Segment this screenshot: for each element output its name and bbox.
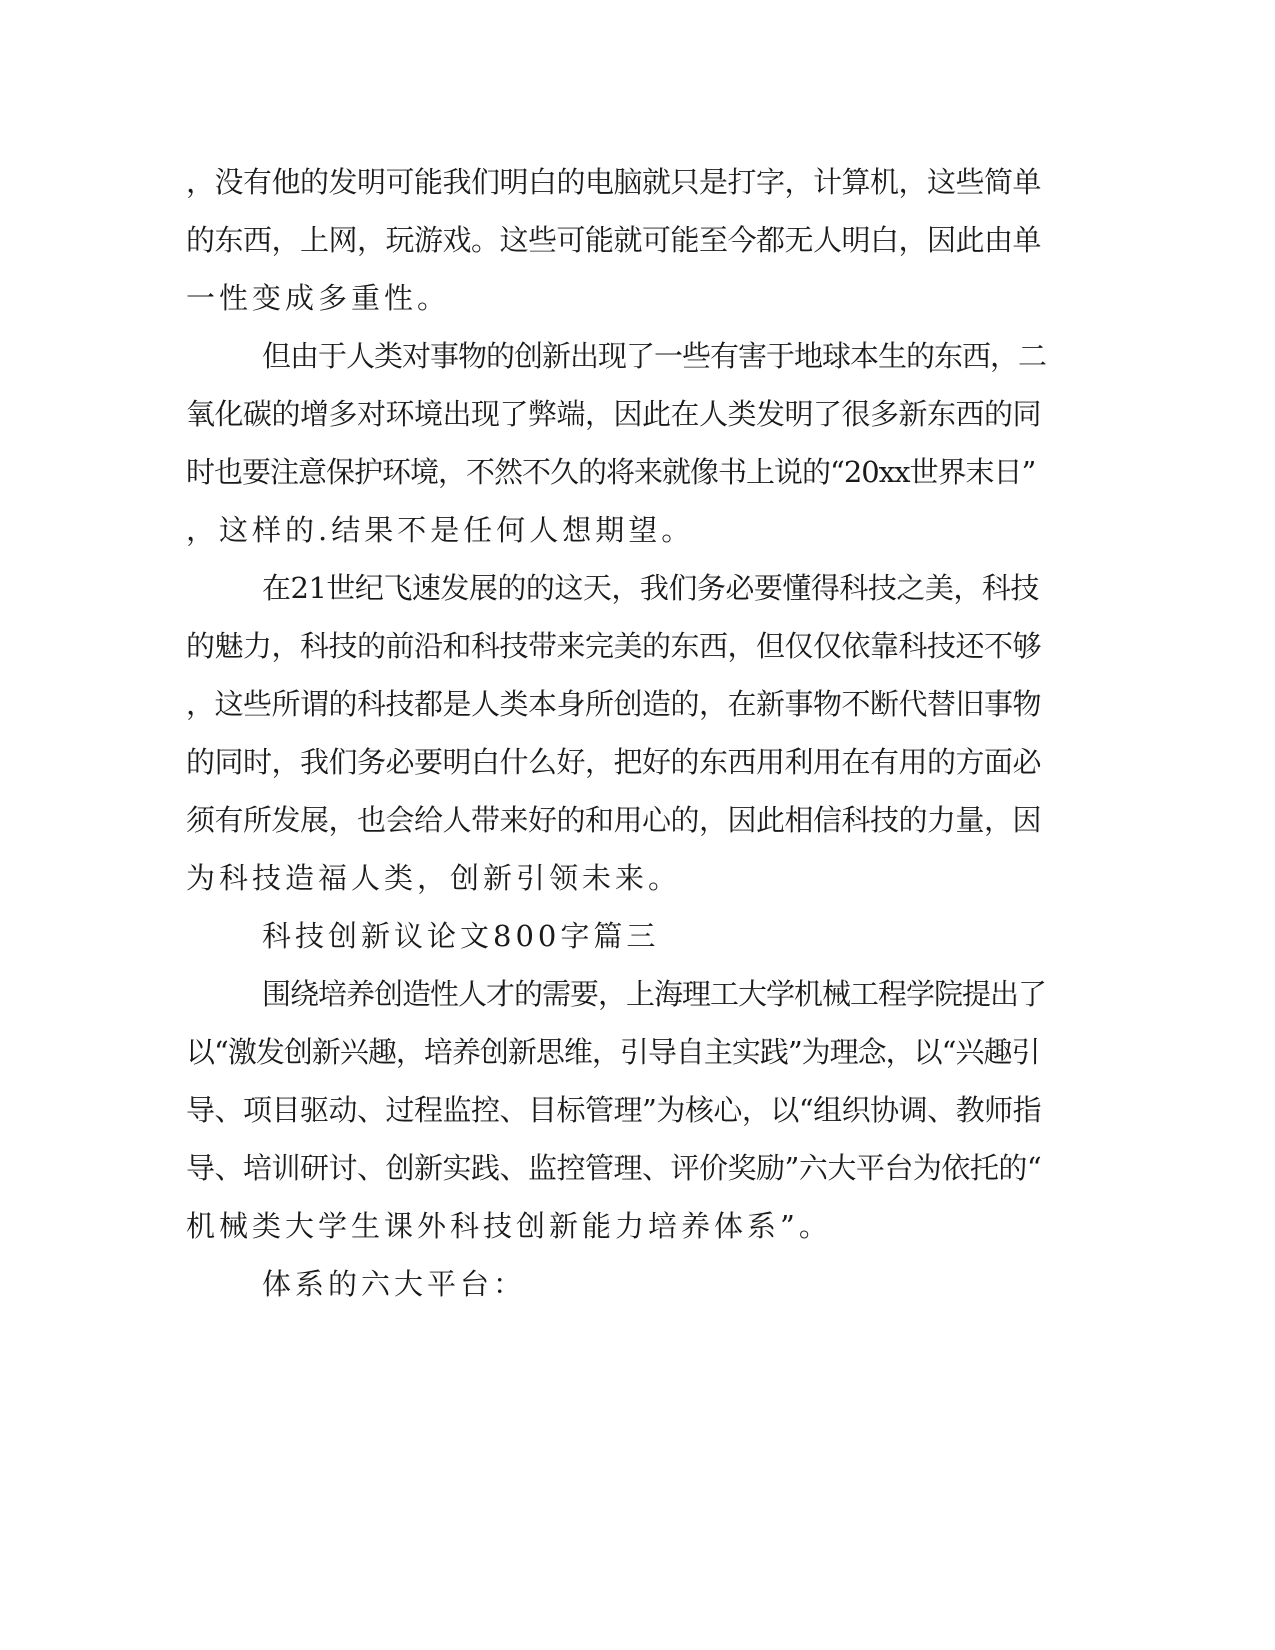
text-line: 围绕培养创造性人才的需要，上海理工大学机械工程学院提出了	[262, 977, 1047, 1011]
section-heading: 科技创新议论文800字篇三	[262, 919, 660, 953]
text-line: ，这些所谓的科技都是人类本身所创造的，在新事物不断代替旧事物	[186, 687, 1042, 721]
text-line: ，这样的.结果不是任何人想期望。	[186, 513, 695, 547]
text-line: 氧化碳的增多对环境出现了弊端，因此在人类发明了很多新东西的同	[186, 397, 1042, 431]
text-line: 为科技造福人类，创新引领未来。	[186, 861, 682, 895]
text-line: 的魅力，科技的前沿和科技带来完美的东西，但仅仅依靠科技还不够	[186, 629, 1042, 663]
text-line: 的东西，上网，玩游戏。这些可能就可能至今都无人明白，因此由单	[186, 223, 1042, 257]
text-line: 一性变成多重性。	[186, 281, 451, 315]
text-line: 机械类大学生课外科技创新能力培养体系”。	[186, 1209, 832, 1243]
text-line: 体系的六大平台：	[262, 1267, 527, 1301]
text-line: 的同时，我们务必要明白什么好，把好的东西用利用在有用的方面必	[186, 745, 1042, 779]
text-line: 在21世纪飞速发展的的这天，我们务必要懂得科技之美，科技	[262, 571, 1039, 605]
text-line: 但由于人类对事物的创新出现了一些有害于地球本生的东西，二	[262, 339, 1047, 373]
text-line: 导、培训研讨、创新实践、监控管理、评价奖励”六大平台为依托的“	[186, 1151, 1042, 1185]
text-line: 导、项目驱动、过程监控、目标管理”为核心，以“组织协调、教师指	[186, 1093, 1042, 1127]
text-line: 须有所发展，也会给人带来好的和用心的，因此相信科技的力量，因	[186, 803, 1042, 837]
text-line: 以“激发创新兴趣，培养创新思维，引导自主实践”为理念，以“兴趣引	[186, 1035, 1040, 1069]
text-line: 时也要注意保护环境，不然不久的将来就像书上说的“20xx世界末日”	[186, 455, 1036, 489]
text-line: ，没有他的发明可能我们明白的电脑就只是打字，计算机，这些简单	[186, 165, 1042, 199]
